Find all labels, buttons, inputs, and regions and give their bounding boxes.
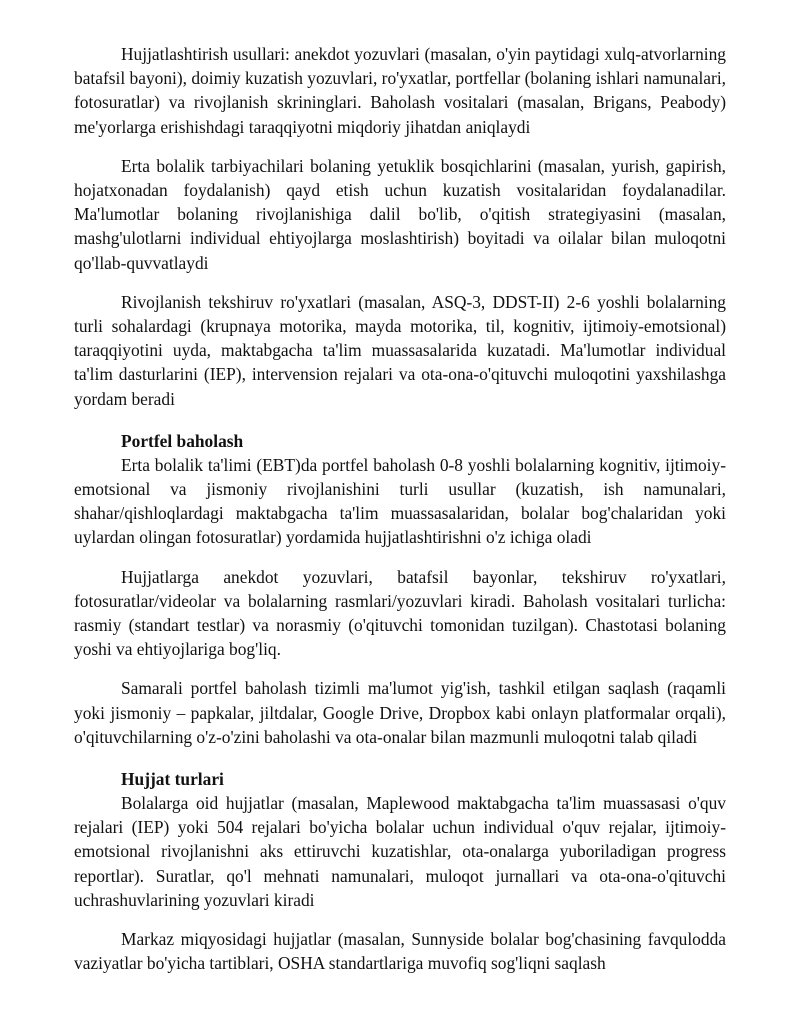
heading-portfolio-assessment: Portfel baholash [121, 430, 244, 451]
document-page [74, 42, 726, 991]
paragraph-documentation-methods: Hujjatlashtirish usullari: anekdot yozuvlari (masalan, o'yin paytidagi xulq-atvorlarning batafsil bayoni), doimiy kuzatish yozuvlari, ro'yxatlar, portfellar (bolaning ishlari namunalari, fotosuratlar) va rivojlanish skrininglari. Baholash vositalari (masalan, Brigans, Peabody) me'yorlarga erishishdagi taraqqiyotni miqdoriy jihatdan aniqlaydi [74, 44, 726, 137]
paragraph-portfolio-intro: Erta bolalik ta'limi (EBT)da portfel baholash 0-8 yoshli bolalarning kognitiv, ijtimoiy-emotsional va jismoniy rivojlanishini turli usullar (kuzatish, ish namunalari, shahar/qishloqlardagi maktabgacha ta'lim muassasalaridan, bolalar bog'chalaridan yoki uylardan olingan fotosuratlar) yordamida hujjatlashtirishni o'z ichiga oladi [74, 454, 726, 548]
paragraph-screening-checklists: Rivojlanish tekshiruv ro'yxatlari (masalan, ASQ-3, DDST-II) 2-6 yoshli bolalarning turli sohalardagi (krupnaya motorika, mayda motorika, til, kognitiv, ijtimoiy-emotsional) taraqqiyotini uyda, maktabgacha ta'lim muassasalarida kuzatadi. Ma'lumotlar individual ta'lim dasturlarini (IEP), intervension rejalari va ota-ona-o'qituvchi muloqotini yaxshilashga yordam beradi [74, 291, 726, 409]
paragraph-documents-included: Hujjatlarga anekdot yozuvlari, batafsil bayonlar, tekshiruv ro'yxatlari, fotosuratlar/videolar va bolalarning rasmlari/yozuvlari kiradi. Baholash vositalari turlicha: rasmiy (standart testlar) va norasmiy (o'qituvchi tomonidan tuzilgan). Chastotasi bolaning yoshi va ehtiyojlariga bog'liq. [74, 566, 726, 660]
paragraph-observation-tools: Erta bolalik tarbiyachilari bolaning yetuklik bosqichlarini (masalan, yurish, gapirish, hojatxonadan foydalanish) qayd etish uchun kuzatish vositalaridan foydalanadilar. Ma'lumotlar bolaning rivojlanishiga dalil bo'lib, o'qitish strategiyasini (masalan, mashg'ulotlarni individual ehtiyojlarga moslashtirish) boyitadi va oilalar bilan muloqotni qo'llab-quvvatlaydi [74, 155, 726, 273]
paragraph-center-documents: Markaz miqyosidagi hujjatlar (masalan, Sunnyside bolalar bog'chasining favqulodda vaziyatlar bo'yicha tartiblari, OSHA standartlariga muvofiq sog'liqni saqlash [74, 929, 726, 974]
paragraph-child-documents: Bolalarga oid hujjatlar (masalan, Maplewood maktabgacha ta'lim muassasasi o'quv rejalari (IEP) yoki 504 rejalari bo'yicha bolalar uchun individual o'quv rejalar, ijtimoiy-emotsional rivojlanishni aks ettiruvchi kuzatishlar, ota-onalarga yuboriladigan progress reportlar). Suratlar, qo'l mehnati namunalari, muloqot jurnallari va ota-ona-o'qituvchi uchrashuvlarining yozuvlari kiradi [74, 793, 726, 910]
paragraph-effective-portfolio: Samarali portfel baholash tizimli ma'lumot yig'ish, tashkil etilgan saqlash (raqamli yoki jismoniy – papkalar, jiltdalar, Google Drive, Dropbox kabi onlayn platformalar orqali), o'qituvchilarning o'z-o'zini baholashi va ota-onalar bilan mazmunli muloqotni talab qiladi [74, 678, 726, 747]
heading-document-types: Hujjat turlari [121, 769, 224, 790]
